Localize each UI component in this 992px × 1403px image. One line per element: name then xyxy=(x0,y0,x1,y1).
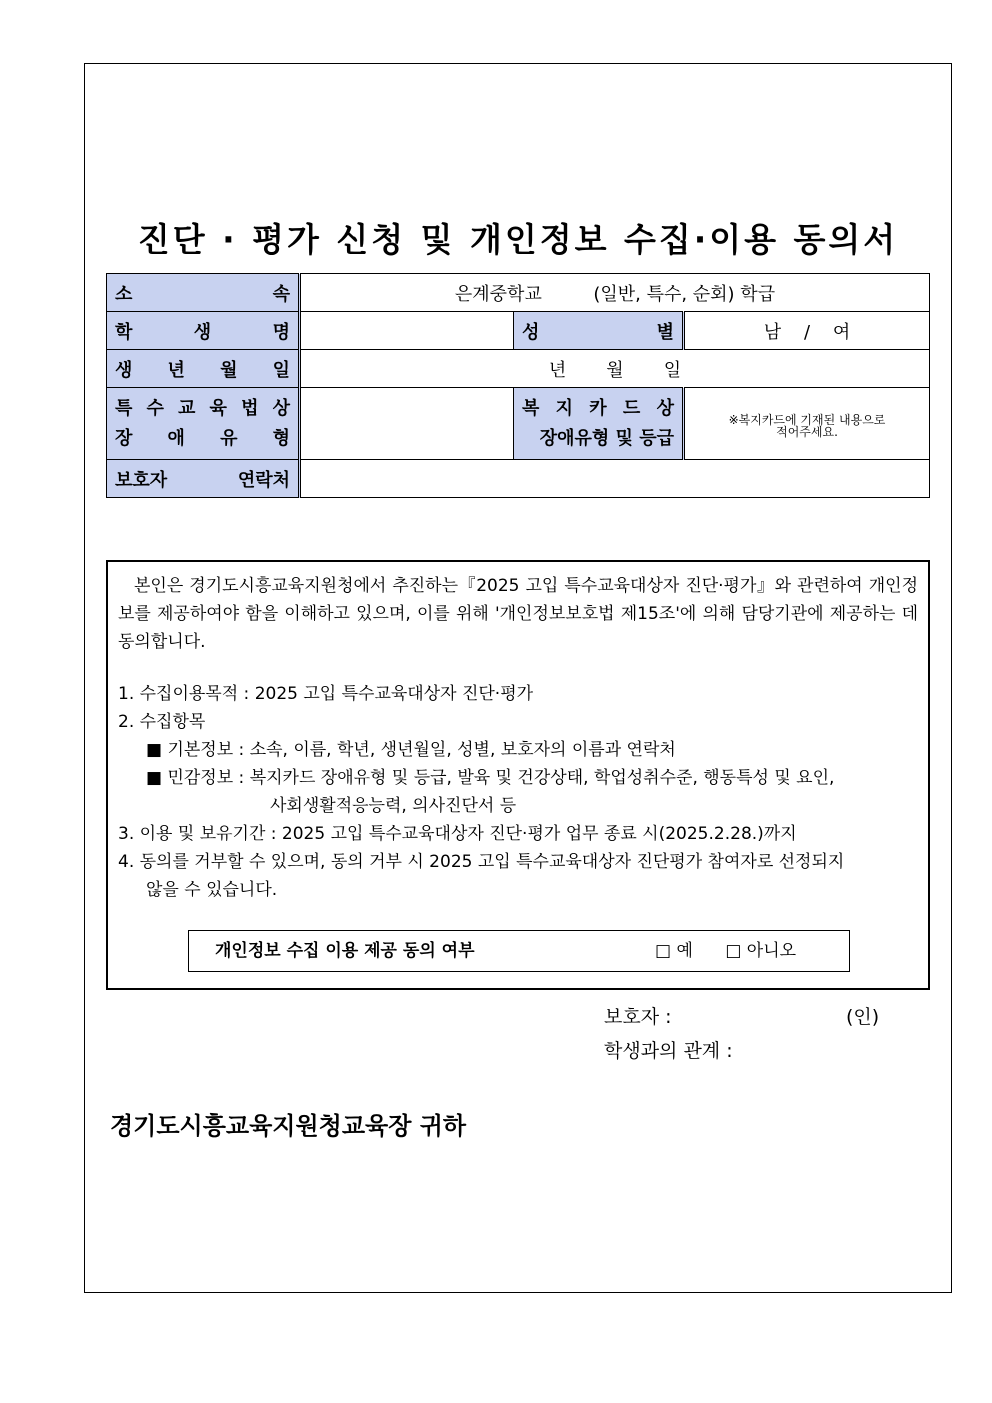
consent-agreement-box xyxy=(188,930,850,972)
consent-box xyxy=(106,560,930,990)
consent-agreement-label: 개인정보 수집 이용 제공 동의 여부 xyxy=(215,941,475,961)
document-title: 진단 · 평가 신청 및 개인정보 수집·이용 동의서 xyxy=(137,220,899,259)
applicant-info-table xyxy=(106,273,930,498)
student-name-field[interactable] xyxy=(300,312,514,350)
guardian-contact-label: 보호자 연락처 xyxy=(107,460,300,498)
seal-mark: (인) xyxy=(846,1006,880,1028)
consent-item-sensitive-info-cont: 사회생활적응능력, 의사진단서 등 xyxy=(270,796,517,816)
consent-item-sensitive-info: ■ 민감정보 : 복지카드 장애유형 및 등급, 발육 및 건강상태, 학업성취수준, 행동특성 및 요인, xyxy=(146,768,835,788)
affiliation-label: 소 속 xyxy=(107,274,300,312)
consent-item-purpose: 1. 수집이용목적 : 2025 고입 특수교육대상자 진단·평가 xyxy=(118,684,534,704)
consent-item-refusal-cont: 않을 수 있습니다. xyxy=(146,880,278,900)
consent-item-items: 2. 수집항목 xyxy=(118,712,206,732)
special-ed-disability-label: 특 수 교 육 법 상 장 애 유 형 xyxy=(107,388,300,460)
welfare-card-note-2: 적어주세요. xyxy=(776,425,838,439)
guardian-signature-label: 보호자 : xyxy=(604,1006,672,1028)
guardian-contact-field[interactable] xyxy=(300,460,930,498)
birthdate-field[interactable]: 년 월 일 xyxy=(300,350,930,388)
agree-no-checkbox[interactable]: □ 아니오 xyxy=(725,941,797,961)
consent-item-refusal: 4. 동의를 거부할 수 있으며, 동의 거부 시 2025 고입 특수교육대상자 진단평가 참여자로 선정되지 xyxy=(118,852,845,872)
consent-item-retention: 3. 이용 및 보유기간 : 2025 고입 특수교육대상자 진단·평가 업무 종료 시(2025.2.28.)까지 xyxy=(118,824,797,844)
consent-intro: 본인은 경기도시흥교육지원청에서 추진하는『2025 고입 특수교육대상자 진단·평가』와 관련하여 개인정보를 제공하여야 함을 이해하고 있으며, 이를 위해 '개인정보보호법 제15조'에 의해 담당기관에 제공하는 데 동의합니다. xyxy=(118,576,918,652)
welfare-card-label: 복 지 카 드 상 장애유형 및 등급 xyxy=(514,388,684,460)
special-ed-disability-field[interactable] xyxy=(300,388,514,460)
gender-field[interactable]: 남 / 여 xyxy=(684,312,930,350)
gender-label: 성 별 xyxy=(514,312,684,350)
welfare-card-field[interactable] xyxy=(684,388,930,460)
affiliation-field[interactable]: 은계중학교 (일반, 특수, 순회) 학급 xyxy=(300,274,930,312)
welfare-card-note-1: ※복지카드에 기재된 내용으로 xyxy=(728,413,886,427)
student-name-label: 학 생 명 xyxy=(107,312,300,350)
recipient: 경기도시흥교육지원청교육장 귀하 xyxy=(110,1112,467,1140)
relationship-label: 학생과의 관계 : xyxy=(604,1040,733,1062)
agree-yes-checkbox[interactable]: □ 예 xyxy=(655,941,693,961)
birthdate-label: 생 년 월 일 xyxy=(107,350,300,388)
consent-item-basic-info: ■ 기본정보 : 소속, 이름, 학년, 생년월일, 성별, 보호자의 이름과 연락처 xyxy=(146,740,676,760)
